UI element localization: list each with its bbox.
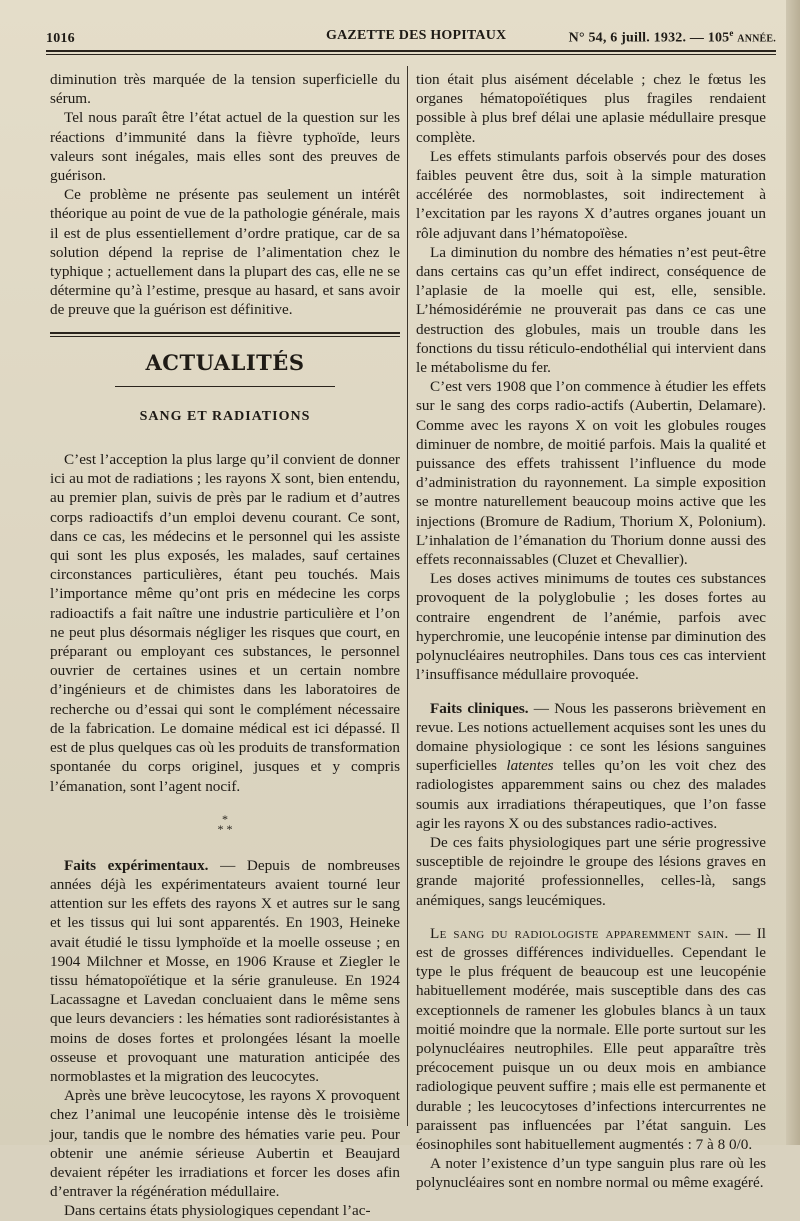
left-column [50, 70, 400, 1221]
paragraph: Ce problème ne présente pas seulement un intérêt théorique au point de vue de la pathologie générale, mais il est de plus essentiellement d’ordre pratique, car de sa solution dépend la reprise de l’alimentation chez le typhique ; actuellement dans la plupart des cas, elle ne se détermine qu’à l’estime, presque au hasard, et sans avoir de preuve que la guérison est définitive. [50, 186, 400, 319]
issue-info: N° 54, 6 juill. 1932. — 105e ANNÉE. [568, 28, 776, 46]
page-number: 1016 [46, 30, 75, 46]
run-in-heading: Faits expérimentaux. [64, 856, 209, 874]
run-in-heading: Faits cliniques. [430, 699, 529, 717]
page-edge [786, 0, 800, 1145]
paragraph: Dans certains états physiologiques cependant l’ac- [64, 1202, 371, 1220]
column-divider [407, 66, 408, 1126]
paragraph: C’est vers 1908 que l’on commence à étudier les effets sur le sang des corps radio-actifs (Aubertin, Delamare). Comme avec les rayons X on voit les globules rouges diminuer de nombre, de moitié parfois. Mais la qualité et puissance des effets trahissent l’influence du mode d’administration du rayonnement. La simple exposition se montre naturellement beaucoup moins active que les injections (Bromure de Radium, Thorium X, Polonium). L’inhalation de l’émanation du Thorium donne aussi des effets reconnaissables (Cluzet et Chevallier). [416, 378, 766, 569]
paragraph: Tel nous paraît être l’état actuel de la question sur les réactions d’immunité dans la fièvre typhoïde, leurs valeurs sont inégales, mais elles sont des preuves de guérison. [50, 109, 400, 185]
title-underline [115, 386, 335, 387]
paragraph: C’est l’acception la plus large qu’il convient de donner ici au mot de radiations ; les rayons X sont, bien entendu, au premier plan, suivis de près par le radium et d’autres corps radioactifs d’un emploi devenu courant. Ce sont, dans ce cas, les médecins et le personnel qui les assiste qui sont les plus exposés, les malades, sauf certaines circonstances particulières, étant peu touchés. Mais l’importance même qu’ont pris en médecine les corps radioactifs a fait naître une industrie particulière et l’on ne peut plus désormais négliger les risques que court, en préparant ou employant ces substances, le personnel ouvrier de certaines usines et un certain nombre d’ingénieurs et de chimistes dans les laboratoires de recherche ou d’essai qui sont le complément nécessaire de la fabrication. Le domaine médical est ici dépassé. Il est de plus quelques cas où les produits de transformation spontanée du corps originel, jusques et y compris l’émanation, sont l’agent nocif. [50, 451, 400, 795]
paragraph: diminution très marquée de la tension superficielle du sérum. [50, 71, 400, 108]
run-in-heading: Le sang du radiologiste apparemment sain. [430, 924, 729, 942]
page-header [46, 28, 776, 47]
paragraph: tion était plus aisément décelable ; chez le fœtus les organes hématopoïétiques plus fragiles rendaient possible à plus bref délai une aplasie médullaire presque complète. [416, 71, 766, 146]
section-title: ACTUALITÉS [145, 349, 305, 375]
header-rule [46, 50, 776, 55]
paragraph: Le sang du radiologiste apparemment sain. — Il est de grosses différences individuelles. Cependant le type le plus fréquent de beaucoup est une leucopénie habituellement modérée, mais susceptible dans des cas exceptionnels de ramener les globules blancs à un taux moitié moindre que la normale. Elle porte surtout sur les polynucléaires neutrophiles. Elle peut apparaître très précocement puisque un ou deux mois en ambiance radiologique peuvent suffire ; mais elle est permanente et durable ; les leucocytoses d’infections intercurrentes ne paraissent pas influencées par l’état sanguin. Les éosinophiles sont habituellement augmentés : 7 à 8 0/0. [416, 924, 766, 1153]
subsection-title: SANG ET RADIATIONS [139, 408, 311, 424]
paragraph: Après une brève leucocytose, les rayons X provoquent chez l’animal une leucopénie intense dès le troisième jour, tandis que le nombre des hématies varie peu. Pour obtenir une anémie sérieuse Aubertin et Beaujard devaient répéter les irradiations et forcer les doses afin d’entraver la régénération médullaire. [50, 1087, 400, 1201]
paragraph: La diminution du nombre des hématies n’est peut-être dans certains cas qu’un effet indirect, conséquence de l’aplasie de la moelle qui est, elle, sensible. L’hémosidérémie ne prouverait pas dans ce cas une destruction des globules, mais un trouble dans les fonctions du tissu réticulo-endothélial qui intervient dans le métabolisme du fer. [416, 243, 766, 377]
journal-title: GAZETTE DES HOPITAUX [326, 28, 507, 43]
right-column [416, 70, 766, 1193]
section-rule [50, 332, 400, 337]
paragraph: Les doses actives minimums de toutes ces substances provoquent de la polyglobulie ; les doses fortes au contraire engendrent de l’anémie, parfois avec hyperchromie, une leucopénie intense par diminution des polynucléaires neutrophiles. Dans tous ces cas intervient l’insuffisance médullaire provoquée. [416, 570, 766, 684]
paragraph: Faits cliniques. — Nous les passerons brièvement en revue. Les notions actuellement acquises sont les unes du domaine physiologique : ce sont les lésions sanguines superficielles latentes telles qu’on les voit chez des radiologistes apparemment sains ou chez des malades soumis aux irradiations thérapeutiques, que l’on fasse agir les rayons X ou des substances radio-actives. [416, 699, 767, 832]
paragraph: Faits expérimentaux. — Depuis de nombreuses années déjà les expérimentateurs avaient tourné leur attention sur les effets des rayons X et autres sur le sang et les tissus qui lui sont apparentés. En 1903, Heineke avait étudié le tissu lymphoïde et la moelle osseuse ; en 1904 Milchner et Mosse, en 1906 Krause et Ziegler le tissu hématopoïétique et la série granuleuse. En 1924 Lacassagne et Lavedan concluaient dans le même sens que leurs devanciers : les hématies sont radiorésistantes à moins de doses fortes et prolongées lésant la moelle osseuse et provoquant une maturation anticipée des normoblastes et la migration des leucocytes. [50, 856, 400, 1085]
paragraph: A noter l’existence d’un type sanguin plus rare où les polynucléaires sont en nombre normal ou même exagéré. [416, 1155, 766, 1192]
asterism: * * * [217, 811, 233, 836]
paragraph: De ces faits physiologiques part une série progressive susceptible de rejoindre le groupe des lésions graves en grande majorité professionnelles, celles-là, sangs anémiques, sangs leucémiques. [416, 833, 766, 909]
paragraph: Les effets stimulants parfois observés pour des doses faibles peuvent être dus, soit à la simple maturation accélérée des normoblastes, soit indirectement à l’excitation par les rayons X d’autres organes jouant un rôle adjuvant dans l’hématopoïèse. [416, 147, 766, 242]
